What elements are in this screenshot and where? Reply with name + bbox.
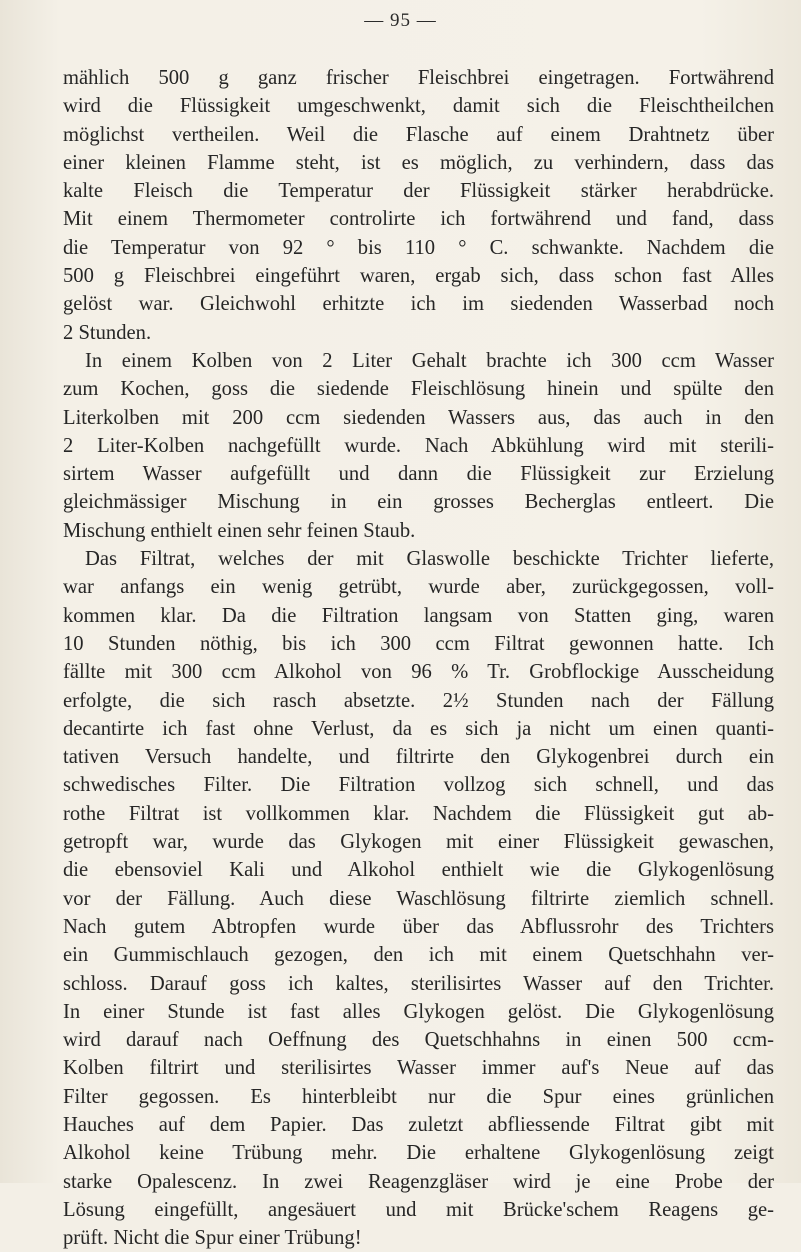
text-line: schloss. Darauf goss ich kaltes, sterilisirtes Wasser auf den Trichter. (63, 972, 774, 995)
text-line: Lösung eingefüllt, angesäuert und mit Brücke'schem Reagens ge- (63, 1198, 774, 1221)
text-line: Nach gutem Abtropfen wurde über das Abflussrohr des Trichters (63, 915, 774, 938)
text-line: Mit einem Thermometer controlirte ich fortwährend und fand, dass (63, 208, 774, 231)
text-line: die ebensoviel Kali und Alkohol enthielt wie die Glykogenlösung (63, 859, 774, 882)
text-line: einer kleinen Flamme steht, ist es möglich, zu verhindern, dass das (63, 151, 774, 174)
text-line: tativen Versuch handelte, und filtrirte den Glykogenbrei durch ein (63, 746, 774, 769)
text-line: wird die Flüssigkeit umgeschwenkt, damit sich die Fleischtheilchen (63, 95, 774, 118)
text-line: 2 Liter-Kolben nachgefüllt wurde. Nach Abkühlung wird mit sterili- (63, 434, 774, 457)
text-line: prüft. Nicht die Spur einer Trübung! (63, 1227, 362, 1250)
text-line: erfolgte, die sich rasch absetzte. 2½ Stunden nach der Fällung (63, 689, 774, 712)
paragraph (63, 545, 774, 1252)
text-line: kommen klar. Da die Filtration langsam von Statten ging, waren (63, 604, 774, 627)
text-line: vor der Fällung. Auch diese Waschlösung filtrirte ziemlich schnell. (63, 887, 774, 910)
text-line: kalte Fleisch die Temperatur der Flüssigkeit stärker herabdrücke. (63, 180, 774, 203)
text-line: Mischung enthielt einen sehr feinen Staub. (63, 519, 416, 542)
text-line: Literkolben mit 200 ccm siedenden Wassers aus, das auch in den (63, 406, 774, 429)
text-line: gelöst war. Gleichwohl erhitzte ich im siedenden Wasserbad noch (63, 293, 774, 316)
text-line: getropft war, wurde das Glykogen mit einer Flüssigkeit gewaschen, (63, 831, 774, 854)
body-text (63, 64, 774, 1252)
text-line: In einer Stunde ist fast alles Glykogen gelöst. Die Glykogenlösung (63, 1000, 774, 1023)
text-line: schwedisches Filter. Die Filtration vollzog sich schnell, und das (63, 774, 774, 797)
text-line: Das Filtrat, welches der mit Glaswolle beschickte Trichter lieferte, (85, 548, 774, 571)
text-line: Hauches auf dem Papier. Das zuletzt abfliessende Filtrat gibt mit (63, 1113, 774, 1136)
text-line: sirtem Wasser aufgefüllt und dann die Flüssigkeit zur Erzielung (63, 463, 774, 486)
text-line: Kolben filtrirt und sterilisirtes Wasser immer auf's Neue auf das (63, 1057, 774, 1080)
text-line: war anfangs ein wenig getrübt, wurde aber, zurückgegossen, voll- (63, 576, 774, 599)
text-line: starke Opalescenz. In zwei Reagenzgläser wird je eine Probe der (63, 1170, 774, 1193)
paragraph (63, 347, 774, 545)
text-line: fällte mit 300 ccm Alkohol von 96 % Tr. Grobflockige Ausscheidung (63, 661, 774, 684)
text-line: möglichst vertheilen. Weil die Flasche auf einem Drahtnetz über (63, 123, 774, 146)
text-line: decantirte ich fast ohne Verlust, da es sich ja nicht um einen quanti- (63, 717, 774, 740)
text-line: mählich 500 g ganz frischer Fleischbrei eingetragen. Fortwährend (63, 67, 774, 89)
text-line: Alkohol keine Trübung mehr. Die erhaltene Glykogenlösung zeigt (63, 1142, 774, 1165)
text-line: wird darauf nach Oeffnung des Quetschhahns in einen 500 ccm- (63, 1029, 774, 1052)
text-line: ein Gummischlauch gezogen, den ich mit einem Quetschhahn ver- (63, 944, 774, 967)
text-line: Filter gegossen. Es hinterbleibt nur die Spur eines grünlichen (63, 1085, 774, 1108)
text-line: rothe Filtrat ist vollkommen klar. Nachdem die Flüssigkeit gut ab- (63, 802, 774, 825)
paragraph (63, 64, 774, 347)
text-line: 10 Stunden nöthig, bis ich 300 ccm Filtrat gewonnen hatte. Ich (63, 632, 774, 655)
text-line: 2 Stunden. (63, 321, 152, 344)
text-line: In einem Kolben von 2 Liter Gehalt brachte ich 300 ccm Wasser (85, 349, 774, 372)
text-line: gleichmässiger Mischung in ein grosses Becherglas entleert. Die (63, 491, 774, 514)
text-line: die Temperatur von 92 ° bis 110 ° C. schwankte. Nachdem die (63, 236, 774, 259)
text-line: 500 g Fleischbrei eingeführt waren, ergab sich, dass schon fast Alles (63, 265, 774, 288)
text-line: zum Kochen, goss die siedende Fleischlösung hinein und spülte den (63, 378, 774, 401)
page-number: — 95 — (364, 10, 437, 31)
